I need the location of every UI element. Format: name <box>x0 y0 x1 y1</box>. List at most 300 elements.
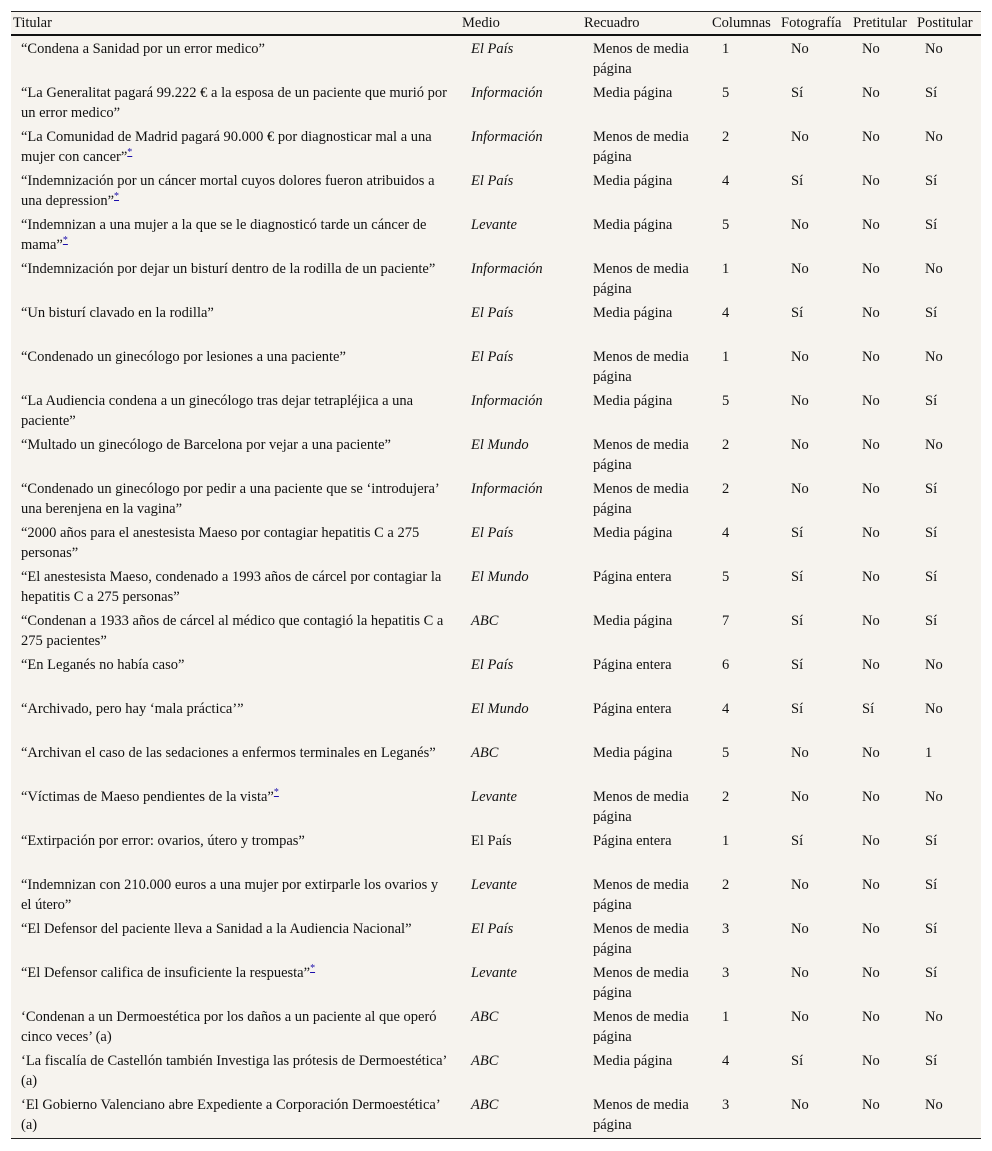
postitular-cell <box>925 127 965 147</box>
fotografia-cell-text: Sí <box>791 613 804 629</box>
fotografia-cell-text: No <box>791 129 809 145</box>
columnas-cell-text: 5 <box>722 745 730 761</box>
columnas-cell-text: 3 <box>722 921 730 937</box>
pretitular-cell <box>862 787 902 807</box>
pretitular-cell <box>862 567 902 587</box>
columnas-cell-text: 3 <box>722 1097 730 1113</box>
recuadro-cell-text: Media página <box>593 85 673 101</box>
pretitular-cell-text: No <box>862 789 880 805</box>
columnas-cell <box>722 127 742 147</box>
titular-cell <box>21 743 451 763</box>
postitular-cell <box>925 611 965 631</box>
fotografia-cell-text: Sí <box>791 701 804 717</box>
table-row <box>11 38 981 82</box>
pretitular-cell <box>862 1007 902 1027</box>
columnas-cell-text: 2 <box>722 877 730 893</box>
fotografia-cell <box>791 963 831 983</box>
medio-cell <box>471 1051 586 1071</box>
fotografia-cell <box>791 215 831 235</box>
footnote-link[interactable]: * <box>62 235 68 247</box>
pretitular-cell-text: No <box>862 745 880 761</box>
recuadro-cell <box>593 391 703 411</box>
footnote-link[interactable]: * <box>127 147 133 159</box>
medio-cell <box>471 523 586 543</box>
postitular-cell-text: 1 <box>925 745 933 761</box>
titular-cell <box>21 875 451 915</box>
recuadro-cell <box>593 127 703 167</box>
headlines-table <box>11 11 981 1139</box>
recuadro-cell <box>593 347 703 387</box>
recuadro-cell <box>593 655 703 675</box>
recuadro-cell <box>593 479 703 519</box>
recuadro-cell <box>593 875 703 915</box>
medio-cell <box>471 83 586 103</box>
table-row <box>11 522 981 566</box>
pretitular-cell-text: No <box>862 41 880 57</box>
postitular-cell <box>925 523 965 543</box>
columnas-cell <box>722 655 742 675</box>
recuadro-cell <box>593 1007 703 1047</box>
fotografia-cell-text: No <box>791 1097 809 1113</box>
medio-cell-text: El Mundo <box>471 569 529 585</box>
postitular-cell <box>925 435 965 455</box>
columnas-cell <box>722 347 742 367</box>
recuadro-cell <box>593 567 703 587</box>
titular-cell-text: “Extirpación por error: ovarios, útero y trompas” <box>21 833 305 849</box>
postitular-cell-text: Sí <box>925 921 938 937</box>
fotografia-cell-text: No <box>791 41 809 57</box>
pretitular-cell-text: No <box>862 525 880 541</box>
titular-cell-text: “Indemnización por dejar un bisturí dentro de la rodilla de un paciente” <box>21 261 436 277</box>
fotografia-cell <box>791 391 831 411</box>
titular-cell <box>21 303 451 323</box>
fotografia-cell <box>791 259 831 279</box>
recuadro-cell <box>593 523 703 543</box>
pretitular-cell-text: No <box>862 129 880 145</box>
fotografia-cell-text: Sí <box>791 173 804 189</box>
pretitular-cell-text: No <box>862 613 880 629</box>
recuadro-cell-text: Página entera <box>593 833 672 849</box>
titular-cell <box>21 215 451 255</box>
pretitular-cell-text: No <box>862 1009 880 1025</box>
fotografia-cell-text: No <box>791 349 809 365</box>
pretitular-cell-text: No <box>862 349 880 365</box>
recuadro-cell-text: Menos de media página <box>593 1097 689 1133</box>
postitular-cell <box>925 83 965 103</box>
recuadro-cell-text: Menos de media página <box>593 481 689 517</box>
fotografia-cell <box>791 83 831 103</box>
recuadro-cell-text: Menos de media página <box>593 789 689 825</box>
fotografia-cell <box>791 127 831 147</box>
medio-cell <box>471 391 586 411</box>
fotografia-cell <box>791 831 831 851</box>
recuadro-cell <box>593 611 703 631</box>
medio-cell-text: El País <box>471 349 514 365</box>
header-postitular: Postitular <box>917 15 973 31</box>
pretitular-cell <box>862 303 902 323</box>
recuadro-cell-text: Menos de media página <box>593 1009 689 1045</box>
header-pretitular: Pretitular <box>853 15 907 31</box>
medio-cell-text: Levante <box>471 965 517 981</box>
table-row <box>11 1006 981 1050</box>
columnas-cell <box>722 479 742 499</box>
medio-cell-text: ABC <box>471 613 499 629</box>
columnas-cell-text: 5 <box>722 85 730 101</box>
medio-cell <box>471 699 586 719</box>
titular-cell-text: ‘La fiscalía de Castellón también Investiga las prótesis de Dermoestética’ (a) <box>21 1053 447 1089</box>
recuadro-cell-text: Menos de media página <box>593 349 689 385</box>
recuadro-cell-text: Menos de media página <box>593 965 689 1001</box>
medio-cell-text: El Mundo <box>471 701 529 717</box>
postitular-cell <box>925 875 965 895</box>
columnas-cell <box>722 963 742 983</box>
fotografia-cell-text: No <box>791 965 809 981</box>
medio-cell <box>471 303 586 323</box>
columnas-cell <box>722 215 742 235</box>
fotografia-cell-text: No <box>791 921 809 937</box>
titular-cell-text: “Condenan a 1933 años de cárcel al médico que contagió la hepatitis C a 275 pacientes” <box>21 613 444 649</box>
footnote-link[interactable]: * <box>273 787 279 799</box>
recuadro-cell <box>593 787 703 827</box>
fotografia-cell-text: Sí <box>791 1053 804 1069</box>
table-row <box>11 1050 981 1094</box>
pretitular-cell <box>862 831 902 851</box>
columnas-cell-text: 1 <box>722 261 730 277</box>
titular-cell <box>21 831 451 851</box>
pretitular-cell <box>862 347 902 367</box>
postitular-cell-text: No <box>925 129 943 145</box>
pretitular-cell-text: No <box>862 393 880 409</box>
titular-cell <box>21 1095 451 1135</box>
columnas-cell-text: 5 <box>722 393 730 409</box>
postitular-cell <box>925 831 965 851</box>
pretitular-cell <box>862 1051 902 1071</box>
fotografia-cell-text: No <box>791 745 809 761</box>
postitular-cell-text: No <box>925 701 943 717</box>
titular-cell <box>21 655 451 675</box>
table-row <box>11 654 981 698</box>
columnas-cell-text: 4 <box>722 173 730 189</box>
postitular-cell-text: Sí <box>925 965 938 981</box>
titular-cell-text: ‘Condenan a un Dermoestética por los daños a un paciente al que operó cinco veces’ (a) <box>21 1009 437 1045</box>
postitular-cell-text: Sí <box>925 217 938 233</box>
fotografia-cell <box>791 875 831 895</box>
table-header <box>11 12 981 36</box>
pretitular-cell-text: No <box>862 965 880 981</box>
table-row <box>11 82 981 126</box>
postitular-cell <box>925 479 965 499</box>
titular-cell <box>21 479 451 519</box>
recuadro-cell-text: Media página <box>593 745 673 761</box>
columnas-cell <box>722 83 742 103</box>
pretitular-cell <box>862 523 902 543</box>
postitular-cell <box>925 1095 965 1115</box>
header-fotografia: Fotografía <box>781 15 842 31</box>
fotografia-cell-text: Sí <box>791 569 804 585</box>
postitular-cell <box>925 347 965 367</box>
medio-cell-text: Levante <box>471 877 517 893</box>
pretitular-cell <box>862 699 902 719</box>
table-row <box>11 874 981 918</box>
columnas-cell <box>722 611 742 631</box>
titular-cell-text: “El anestesista Maeso, condenado a 1993 años de cárcel por contagiar la hepatitis C a 275 personas” <box>21 569 442 605</box>
pretitular-cell-text: No <box>862 833 880 849</box>
pretitular-cell-text: No <box>862 1053 880 1069</box>
medio-cell-text: Información <box>471 393 543 409</box>
columnas-cell <box>722 787 742 807</box>
titular-cell <box>21 39 451 59</box>
medio-cell <box>471 347 586 367</box>
columnas-cell-text: 1 <box>722 1009 730 1025</box>
medio-cell-text: El País <box>471 525 514 541</box>
postitular-cell-text: Sí <box>925 1053 938 1069</box>
footnote-link[interactable]: * <box>310 963 316 975</box>
columnas-cell <box>722 699 742 719</box>
postitular-cell <box>925 699 965 719</box>
medio-cell-text: ABC <box>471 1009 499 1025</box>
pretitular-cell <box>862 127 902 147</box>
columnas-cell <box>722 919 742 939</box>
fotografia-cell-text: No <box>791 437 809 453</box>
fotografia-cell-text: No <box>791 789 809 805</box>
medio-cell <box>471 1095 586 1115</box>
recuadro-cell <box>593 171 703 191</box>
medio-cell <box>471 655 586 675</box>
pretitular-cell <box>862 963 902 983</box>
columnas-cell-text: 2 <box>722 437 730 453</box>
recuadro-cell-text: Media página <box>593 305 673 321</box>
medio-cell <box>471 919 586 939</box>
fotografia-cell <box>791 567 831 587</box>
pretitular-cell <box>862 655 902 675</box>
titular-cell <box>21 611 451 651</box>
table-row <box>11 742 981 786</box>
medio-cell <box>471 127 586 147</box>
postitular-cell <box>925 567 965 587</box>
medio-cell-text: El País <box>471 41 514 57</box>
postitular-cell <box>925 743 965 763</box>
columnas-cell <box>722 831 742 851</box>
table-row <box>11 918 981 962</box>
medio-cell <box>471 1007 586 1027</box>
postitular-cell-text: No <box>925 349 943 365</box>
postitular-cell-text: No <box>925 657 943 673</box>
fotografia-cell-text: Sí <box>791 305 804 321</box>
postitular-cell <box>925 919 965 939</box>
medio-cell <box>471 39 586 59</box>
titular-cell-text: “Indemnizan a una mujer a la que se le diagnosticó tarde un cáncer de mama” <box>21 217 427 253</box>
postitular-cell-text: No <box>925 1097 943 1113</box>
pretitular-cell <box>862 391 902 411</box>
columnas-cell <box>722 875 742 895</box>
columnas-cell-text: 4 <box>722 305 730 321</box>
columnas-cell-text: 3 <box>722 965 730 981</box>
medio-cell-text: Información <box>471 85 543 101</box>
pretitular-cell <box>862 743 902 763</box>
columnas-cell-text: 1 <box>722 349 730 365</box>
medio-cell-text: El Mundo <box>471 437 529 453</box>
fotografia-cell-text: No <box>791 481 809 497</box>
table-row <box>11 346 981 390</box>
recuadro-cell-text: Media página <box>593 525 673 541</box>
recuadro-cell <box>593 699 703 719</box>
columnas-cell <box>722 435 742 455</box>
medio-cell-text: El País <box>471 305 514 321</box>
recuadro-cell-text: Página entera <box>593 657 672 673</box>
fotografia-cell-text: No <box>791 217 809 233</box>
columnas-cell <box>722 1051 742 1071</box>
titular-cell-text: “En Leganés no había caso” <box>21 657 185 673</box>
medio-cell-text: ABC <box>471 1053 499 1069</box>
table-row <box>11 302 981 346</box>
recuadro-cell <box>593 963 703 1003</box>
pretitular-cell <box>862 171 902 191</box>
recuadro-cell-text: Página entera <box>593 569 672 585</box>
titular-cell-text: “Archivado, pero hay ‘mala práctica’” <box>21 701 244 717</box>
postitular-cell-text: Sí <box>925 877 938 893</box>
columnas-cell-text: 4 <box>722 701 730 717</box>
medio-cell-text: Información <box>471 481 543 497</box>
fotografia-cell <box>791 479 831 499</box>
postitular-cell-text: Sí <box>925 833 938 849</box>
recuadro-cell <box>593 83 703 103</box>
postitular-cell <box>925 391 965 411</box>
postitular-cell <box>925 1007 965 1027</box>
postitular-cell-text: Sí <box>925 613 938 629</box>
titular-cell <box>21 1007 451 1047</box>
postitular-cell-text: Sí <box>925 569 938 585</box>
table-row <box>11 478 981 522</box>
pretitular-cell-text: No <box>862 1097 880 1113</box>
medio-cell-text: El País <box>471 921 514 937</box>
columnas-cell-text: 2 <box>722 789 730 805</box>
fotografia-cell <box>791 655 831 675</box>
recuadro-cell-text: Menos de media página <box>593 261 689 297</box>
titular-cell-text: “Multado un ginecólogo de Barcelona por vejar a una paciente” <box>21 437 391 453</box>
medio-cell <box>471 831 586 851</box>
columnas-cell-text: 2 <box>722 481 730 497</box>
medio-cell-text: ABC <box>471 1097 499 1113</box>
titular-cell-text: ‘El Gobierno Valenciano abre Expediente a Corporación Dermoestética’ (a) <box>21 1097 440 1133</box>
medio-cell-text: Levante <box>471 789 517 805</box>
header-titular: Titular <box>13 15 52 31</box>
pretitular-cell <box>862 83 902 103</box>
pretitular-cell-text: No <box>862 877 880 893</box>
medio-cell-text: Información <box>471 129 543 145</box>
pretitular-cell-text: No <box>862 569 880 585</box>
fotografia-cell <box>791 303 831 323</box>
postitular-cell-text: No <box>925 261 943 277</box>
table-row <box>11 786 981 830</box>
titular-cell-text: “Condenado un ginecólogo por pedir a una paciente que se ‘introdujera’ una berenjena en la vagina” <box>21 481 439 517</box>
pretitular-cell <box>862 919 902 939</box>
pretitular-cell-text: No <box>862 85 880 101</box>
recuadro-cell-text: Media página <box>593 217 673 233</box>
fotografia-cell-text: Sí <box>791 833 804 849</box>
table-row <box>11 566 981 610</box>
medio-cell-text: El País <box>471 657 514 673</box>
recuadro-cell-text: Media página <box>593 393 673 409</box>
postitular-cell <box>925 171 965 191</box>
medio-cell-text: El País <box>471 173 514 189</box>
pretitular-cell <box>862 435 902 455</box>
recuadro-cell-text: Media página <box>593 1053 673 1069</box>
recuadro-cell-text: Media página <box>593 173 673 189</box>
columnas-cell <box>722 171 742 191</box>
pretitular-cell <box>862 259 902 279</box>
recuadro-cell-text: Menos de media página <box>593 41 689 77</box>
table-row <box>11 610 981 654</box>
fotografia-cell-text: No <box>791 261 809 277</box>
fotografia-cell-text: Sí <box>791 657 804 673</box>
fotografia-cell <box>791 39 831 59</box>
header-recuadro: Recuadro <box>584 15 640 31</box>
titular-cell <box>21 787 451 807</box>
table-row <box>11 390 981 434</box>
fotografia-cell <box>791 435 831 455</box>
columnas-cell-text: 5 <box>722 217 730 233</box>
medio-cell <box>471 963 586 983</box>
table-row <box>11 214 981 258</box>
fotografia-cell <box>791 171 831 191</box>
pretitular-cell <box>862 875 902 895</box>
recuadro-cell <box>593 919 703 959</box>
columnas-cell-text: 1 <box>722 41 730 57</box>
titular-cell <box>21 259 451 279</box>
table-row <box>11 258 981 302</box>
pretitular-cell-text: No <box>862 657 880 673</box>
recuadro-cell-text: Menos de media página <box>593 437 689 473</box>
fotografia-cell-text: Sí <box>791 525 804 541</box>
recuadro-cell <box>593 1051 703 1071</box>
medio-cell <box>471 435 586 455</box>
pretitular-cell-text: Sí <box>862 701 875 717</box>
titular-cell <box>21 963 451 983</box>
columnas-cell-text: 2 <box>722 129 730 145</box>
fotografia-cell-text: No <box>791 393 809 409</box>
recuadro-cell <box>593 259 703 299</box>
pretitular-cell-text: No <box>862 481 880 497</box>
columnas-cell-text: 7 <box>722 613 730 629</box>
recuadro-cell <box>593 1095 703 1135</box>
medio-cell-text: ABC <box>471 745 499 761</box>
medio-cell <box>471 479 586 499</box>
columnas-cell-text: 4 <box>722 1053 730 1069</box>
postitular-cell-text: No <box>925 41 943 57</box>
postitular-cell-text: Sí <box>925 393 938 409</box>
postitular-cell-text: Sí <box>925 525 938 541</box>
titular-cell-text: “Archivan el caso de las sedaciones a enfermos terminales en Leganés” <box>21 745 436 761</box>
postitular-cell <box>925 215 965 235</box>
titular-cell <box>21 83 451 123</box>
recuadro-cell <box>593 39 703 79</box>
titular-cell <box>21 391 451 431</box>
fotografia-cell <box>791 1007 831 1027</box>
pretitular-cell-text: No <box>862 921 880 937</box>
recuadro-cell <box>593 743 703 763</box>
pretitular-cell-text: No <box>862 173 880 189</box>
footnote-link[interactable]: * <box>114 191 120 203</box>
recuadro-cell <box>593 303 703 323</box>
fotografia-cell <box>791 1051 831 1071</box>
pretitular-cell-text: No <box>862 305 880 321</box>
postitular-cell <box>925 787 965 807</box>
columnas-cell-text: 5 <box>722 569 730 585</box>
medio-cell-text: El País <box>471 833 512 849</box>
columnas-cell <box>722 1007 742 1027</box>
table-row <box>11 830 981 874</box>
titular-cell <box>21 435 451 455</box>
